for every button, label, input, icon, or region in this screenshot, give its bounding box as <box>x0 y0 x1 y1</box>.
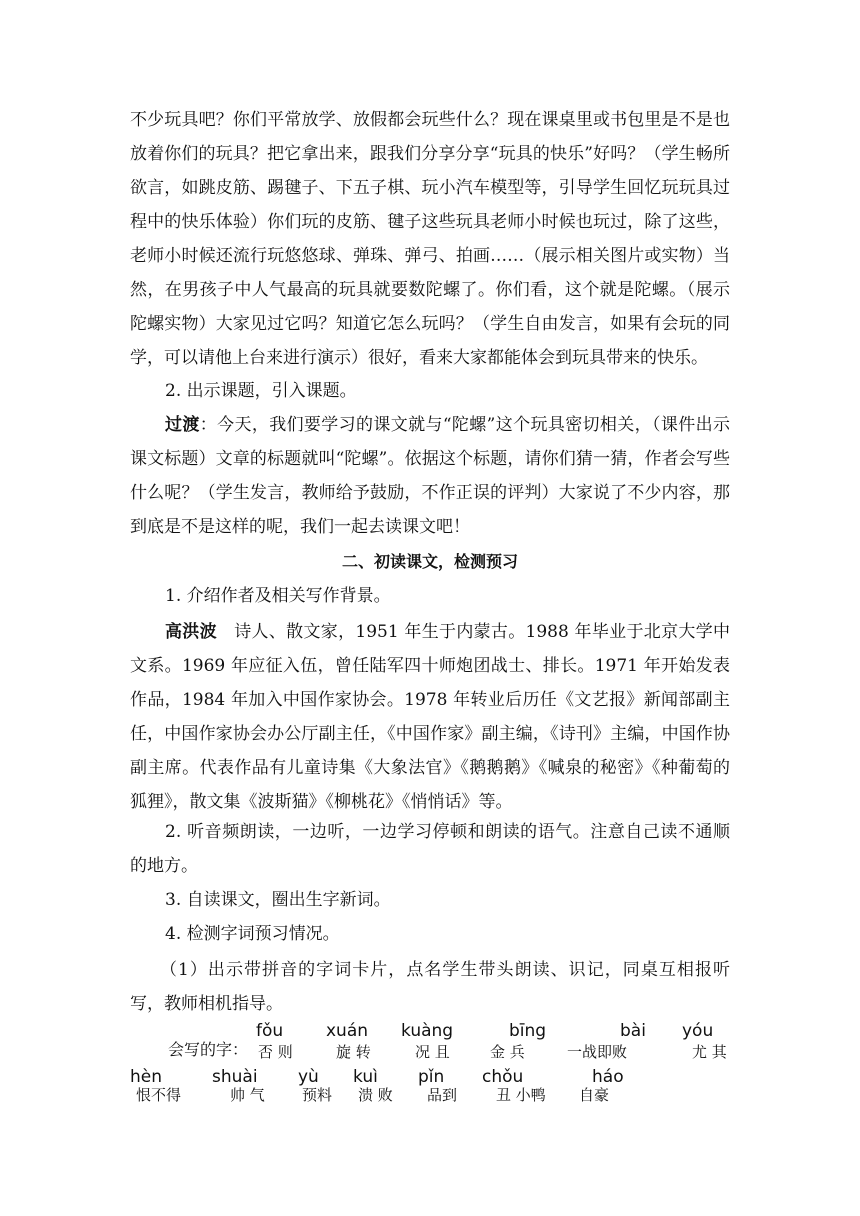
word-youqi: 尤 其 <box>692 1043 727 1061</box>
paragraph-self-read: 3. 自读课文，圈出生字新词。 <box>165 890 391 910</box>
word-chouxiaoya: 丑 小鸭 <box>496 1086 546 1104</box>
pinyin-pin: pǐn <box>418 1067 445 1087</box>
pinyin-yu: yù <box>298 1067 319 1087</box>
paragraph-listen: 2. 听音频朗读，一边听，一边学习停顿和朗读的语气。注意自己读不通顺的地方。 <box>130 822 730 876</box>
word-xuanzhuan: 旋 转 <box>336 1043 371 1061</box>
pinyin-bai: bài <box>620 1021 646 1041</box>
paragraph-word-cards: （1）出示带拼音的字词卡片，点名学生带头朗读、识记，同桌互相报听写，教师相机指导。 <box>130 960 730 1014</box>
pinyin-bing: bīng <box>509 1021 547 1041</box>
word-kuibai: 溃 败 <box>358 1086 393 1104</box>
word-kuangqie: 况 且 <box>415 1043 450 1061</box>
section-heading: 二、初读课文，检测预习 <box>341 552 518 571</box>
pinyin-kuang: kuàng <box>401 1021 454 1041</box>
pinyin-hao: háo <box>592 1067 624 1087</box>
pinyin-kui: kuì <box>353 1067 378 1087</box>
pinyin-you: yóu <box>682 1021 714 1041</box>
transition-label: 过渡 <box>165 415 200 435</box>
word-zihao: 自豪 <box>579 1086 610 1104</box>
word-henbude: 恨不得 <box>136 1086 182 1104</box>
word-jinbing: 金 兵 <box>490 1043 525 1061</box>
pinyin-fou: fǒu <box>256 1021 284 1041</box>
word-foze: 否 则 <box>258 1043 293 1061</box>
transition-text: ：今天，我们要学习的课文就与“陀螺”这个玩具密切相关，（课件出示课文标题）文章的标题就叫“陀螺”。依据这个标题，请你们猜一猜，作者会写些什么呢？（学生发言，教师给予鼓励，不作正误的评判）大家说了不少内容，那到底是不是这样的呢，我们一起去读课文吧！ <box>130 415 730 537</box>
word-yizhanjibai: 一战即败 <box>567 1043 628 1061</box>
paragraph-intro-toys: 不少玩具吧？你们平常放学、放假都会玩些什么？现在课桌里或书包里是不是也放着你们的玩具？把它拿出来，跟我们分享分享“玩具的快乐”好吗？（学生畅所欲言，如跳皮筋、踢毽子、下五子棋、玩小汽车模型等，引导学生回忆玩玩具过程中的快乐体验）你们玩的皮筋、毽子这些玩具老师小时候也玩过，除了这些，老师小时候还流行玩悠悠球、弹珠、弹弓、拍画……（展示相关图片或实物）当然，在男孩子中人气最高的玩具就要数陀螺了。你们看，这个就是陀螺。（展示陀螺实物）大家见过它吗？知道它怎么玩吗？（学生自由发言，如果有会玩的同学，可以请他上台来进行演示）很好，看来大家都能体会到玩具带来的快乐。 <box>130 110 730 368</box>
pinyin-shuai: shuài <box>212 1067 258 1087</box>
paragraph-check: 4. 检测字词预习情况。 <box>165 924 340 944</box>
paragraph-step-1: 1. 介绍作者及相关写作背景。 <box>165 586 391 606</box>
author-bio-text: 诗人、散文家，1951 年生于内蒙古。1988 年毕业于北京大学中文系。1969 年应征入伍，曾任陆军四十师炮团战士、排长。1971 年开始发表作品，1984 年加入中国作家协会。1978 年转业后历任《文艺报》新闻部副主任，中国作家协会办公厅副主任，《中国作家》副主编，《诗刊》主编，中国作协副主席。代表作品有儿童诗集《大象法官》《鹅鹅鹅》《喊泉的秘密》《种葡萄的狐狸》，散文集《波斯猫》《柳桃花》《悄悄话》等。 <box>130 622 731 812</box>
word-yuliao: 预料 <box>302 1086 333 1104</box>
paragraph-step-2: 2. 出示课题，引入课题。 <box>165 381 357 401</box>
pinyin-chou: chǒu <box>482 1067 524 1087</box>
paragraph-author-bio <box>130 615 730 819</box>
pinyin-xuan: xuán <box>326 1021 369 1041</box>
vocab-label: 会写的字： <box>168 1040 249 1059</box>
word-pindao: 品到 <box>427 1086 458 1104</box>
word-shuaiqi: 帅 气 <box>230 1086 265 1104</box>
paragraph-transition <box>130 408 730 544</box>
pinyin-hen: hèn <box>130 1067 163 1087</box>
author-name: 高洪波 <box>165 622 217 642</box>
